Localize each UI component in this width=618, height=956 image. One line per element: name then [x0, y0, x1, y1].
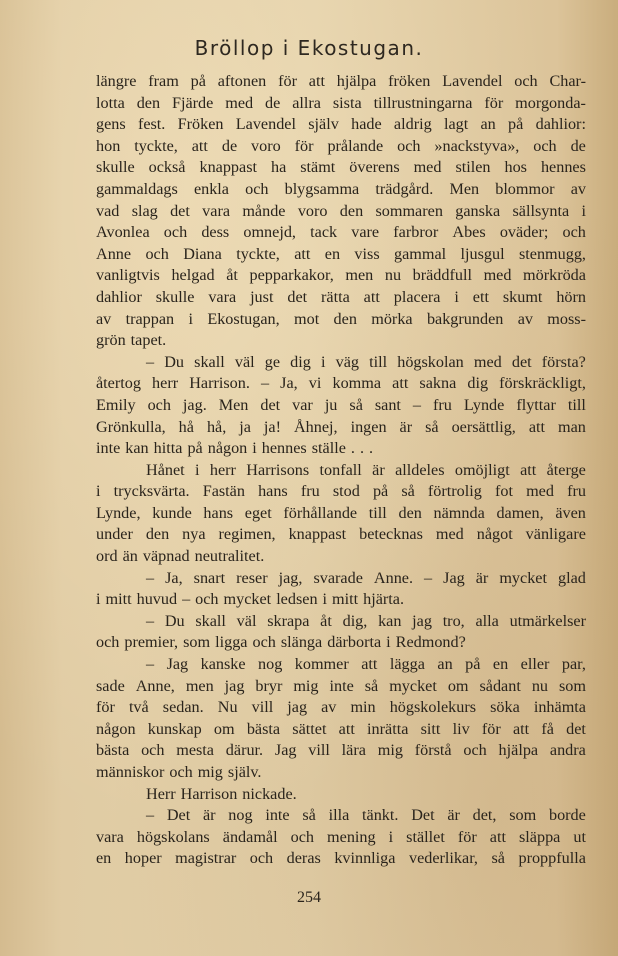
- text-line: – Du skall väl skrapa åt dig, kan jag tro, alla utmärkelser: [146, 611, 586, 630]
- text-line: människor och mig själv.: [96, 763, 262, 781]
- text-line: dahlior skulle vara just det rätta att placera i ett skumt hörn: [96, 287, 586, 306]
- text-line: Hånet i herr Harrisons tonfall är alldeles omöjligt att återge: [146, 460, 586, 479]
- text-line: grön tapet.: [96, 331, 167, 350]
- text-line: för två sedan. Nu vill jag av min högskolekurs söka inhämta: [96, 698, 586, 717]
- text-line: sade Anne, men jag bryr mig inte så mycket om sådant nu som: [96, 676, 586, 695]
- text-line: under den nya regimen, knappast betecknas med något vänligare: [96, 525, 586, 544]
- body-text: [96, 71, 586, 870]
- text-line: gammaldags enkla och blygsamma trädgård. Men blommor av: [96, 179, 586, 198]
- text-line: vad slag det vara månde voro den sommaren ganska sällsynta i: [96, 201, 586, 220]
- text-line: vanligtvis helgad åt pepparkakor, men nu bräddfull med mörkröda: [96, 266, 586, 285]
- text-line: Lynde, kunde hans eget förhållande till den nämnda damen, även: [96, 503, 586, 522]
- text-line: skulle också knappast ha stämt överens med stilen hos hennes: [96, 158, 586, 177]
- text-line: – Ja, snart reser jag, svarade Anne. – Jag är mycket glad: [146, 568, 586, 587]
- text-line: Anne och Diana tyckte, att en viss gammal ljusgul stenmugg,: [96, 244, 586, 263]
- text-line: hon tyckte, att de voro för prålande och »nackstyva», och de: [96, 136, 586, 155]
- text-line: inte kan hitta på någon i hennes ställe . . .: [96, 439, 374, 458]
- text-line: – Jag kanske nog kommer att lägga an på en eller par,: [146, 655, 586, 674]
- text-line: – Du skall väl ge dig i väg till högskolan med det första?: [146, 352, 586, 371]
- text-line: Emily och jag. Men det var ju så sant – fru Lynde flyttar till: [96, 395, 586, 414]
- text-line: i trycksvärta. Fastän hans fru stod på så förtrolig fot med fru: [96, 482, 586, 501]
- page-number: 254: [297, 889, 321, 906]
- running-header: Bröllop i Ekostugan.: [194, 36, 424, 60]
- text-line: i mitt huvud – och mycket ledsen i mitt hjärta.: [96, 590, 405, 609]
- text-line: en hoper magistrar och deras kvinnliga vederlikar, så proppfulla: [96, 849, 586, 868]
- text-line: och premier, som ligga och slänga därborta i Redmond?: [96, 633, 466, 652]
- text-line: Avonlea och dess omnejd, tack vare farbror Abes oväder; och: [96, 223, 586, 242]
- text-line: – Det är nog inte så illa tänkt. Det är det, som borde: [146, 806, 586, 825]
- text-line: av trappan i Ekostugan, mot den mörka bakgrunden av moss-: [96, 309, 586, 328]
- text-line: vara högskolans ändamål och mening i stället för att släppa ut: [96, 827, 586, 846]
- text-line: bästa och mesta därur. Jag vill lära mig förstå och hjälpa andra: [96, 741, 586, 760]
- text-line: någon kunskap om bästa sättet att inrätta sitt liv för att få det: [96, 719, 586, 738]
- text-line: ord än väpnad neutralitet.: [96, 547, 265, 566]
- text-line: Herr Harrison nickade.: [146, 784, 297, 803]
- text-line: gens fest. Fröken Lavendel själv hade aldrig lagt an på dahlior:: [96, 115, 586, 134]
- text-line: återtog herr Harrison. – Ja, vi komma att sakna dig förskräckligt,: [96, 374, 586, 393]
- text-line: längre fram på aftonen för att hjälpa fröken Lavendel och Char-: [96, 72, 586, 90]
- text-line: lotta den Fjärde med de allra sista tillrustningarna för morgonda-: [96, 93, 586, 112]
- text-line: Grönkulla, hå hå, ja ja! Åhnej, ingen är så oersättlig, att man: [96, 417, 586, 436]
